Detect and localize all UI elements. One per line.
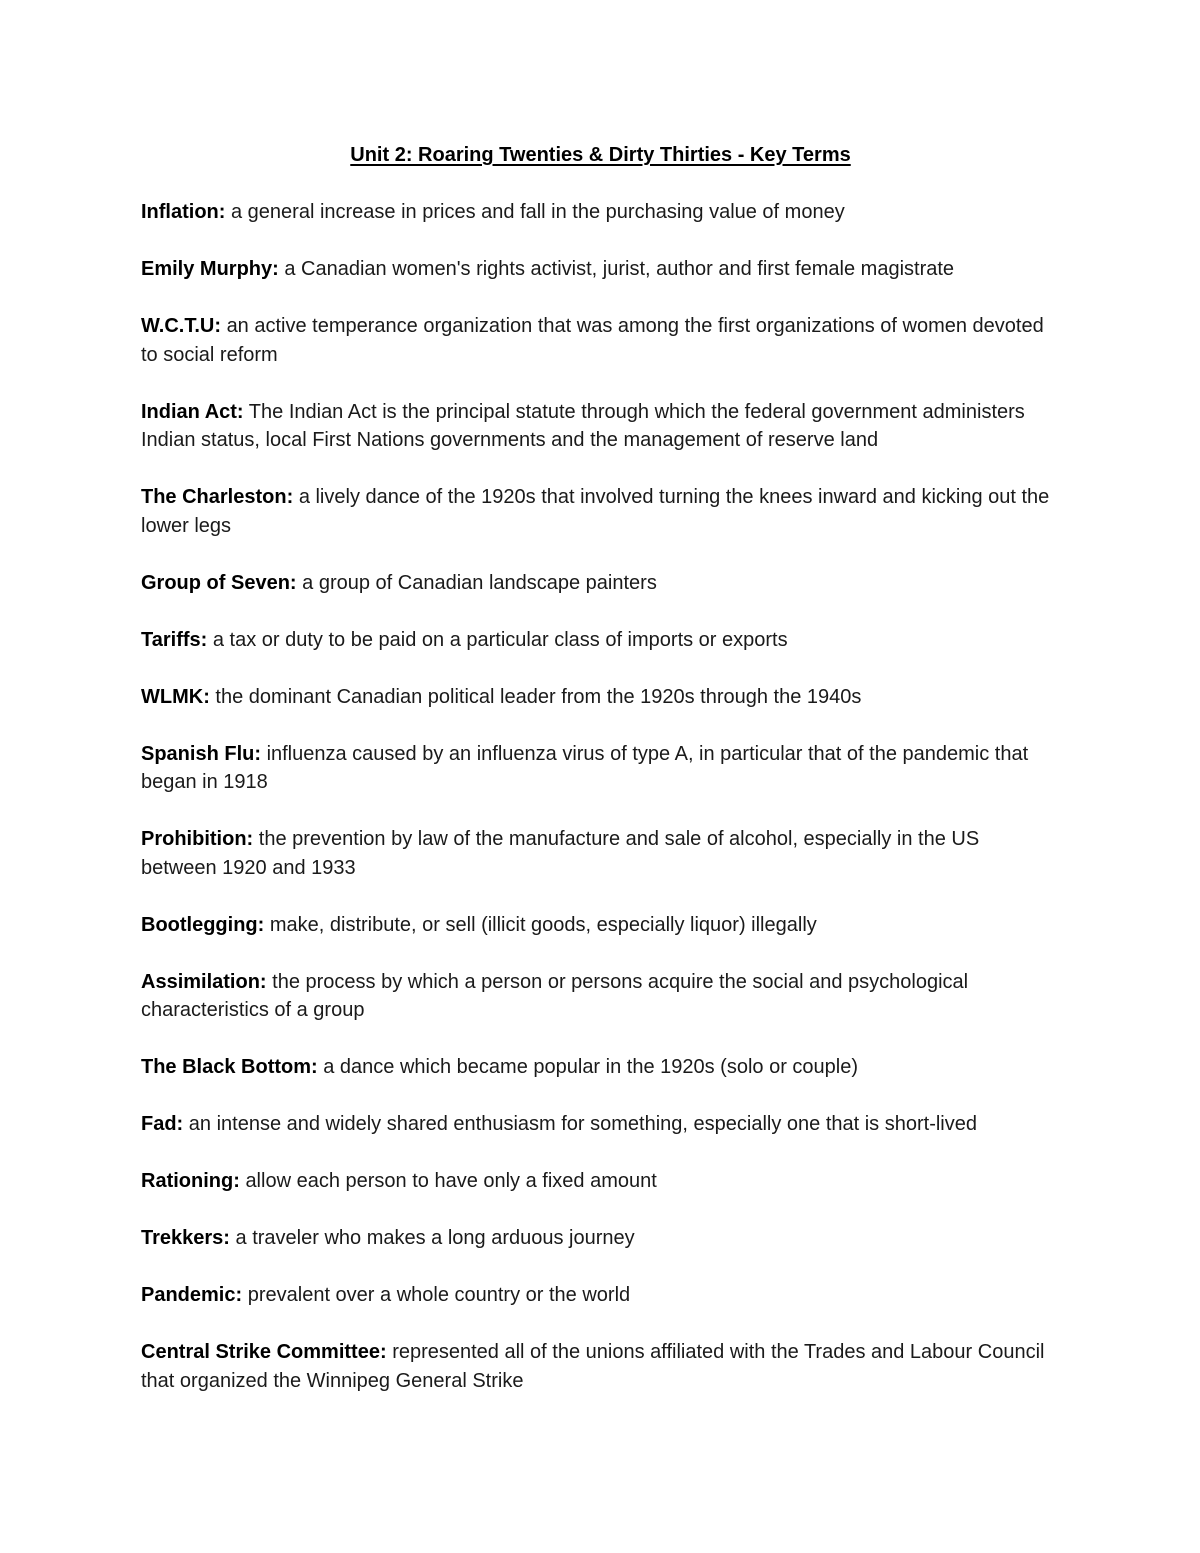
term-label: Indian Act: <box>141 400 244 423</box>
term-definition: an active temperance organization that was among the first organizations of women devoted to social reform <box>141 315 1044 366</box>
term-definition: make, distribute, or sell (illicit goods, especially liquor) illegally <box>269 913 817 936</box>
term-label: WLMK: <box>141 685 210 708</box>
term-definition: influenza caused by an influenza virus of type A, in particular that of the pandemic that began in 1918 <box>141 742 1029 793</box>
term-indian-act <box>141 398 1060 455</box>
term-label: Assimilation: <box>141 970 267 993</box>
term-definition: an intense and widely shared enthusiasm for something, especially one that is short-lived <box>188 1113 977 1135</box>
term-the-black-bottom <box>141 1053 1060 1082</box>
term-label: Inflation: <box>141 201 226 223</box>
term-pandemic <box>141 1281 1060 1310</box>
term-label: Trekkers: <box>141 1227 230 1249</box>
term-definition: a lively dance of the 1920s that involved turning the knees inward and kicking out the lower legs <box>141 486 1050 537</box>
key-terms-list <box>141 198 1060 1395</box>
term-definition: a dance which became popular in the 1920s (solo or couple) <box>323 1056 859 1078</box>
term-label: Bootlegging: <box>141 913 265 936</box>
term-definition: the process by which a person or persons acquire the social and psychological characteristics of a group <box>141 970 969 1021</box>
term-label: Fad: <box>141 1113 184 1135</box>
term-the-charleston <box>141 483 1060 540</box>
term-bootlegging <box>141 911 1060 940</box>
term-rationing <box>141 1167 1060 1196</box>
term-central-strike-committee <box>141 1338 1060 1395</box>
term-trekkers <box>141 1224 1060 1253</box>
term-definition: allow each person to have only a fixed amount <box>245 1170 657 1192</box>
term-label: Tariffs: <box>141 628 208 651</box>
term-label: Rationing: <box>141 1170 240 1192</box>
term-fad <box>141 1110 1060 1139</box>
term-definition: prevalent over a whole country or the world <box>247 1284 631 1306</box>
term-label: Pandemic: <box>141 1284 243 1306</box>
term-prohibition <box>141 825 1060 882</box>
term-definition: The Indian Act is the principal statute through which the federal government administers Indian status, local First Nations governments and the management of reserve land <box>141 400 1025 451</box>
term-label: Group of Seven: <box>141 571 297 594</box>
term-spanish-flu <box>141 740 1060 797</box>
term-label: The Black Bottom: <box>141 1056 318 1078</box>
term-definition: the dominant Canadian political leader from the 1920s through the 1940s <box>215 685 862 708</box>
term-definition: a general increase in prices and fall in the purchasing value of money <box>231 201 845 223</box>
term-definition: a traveler who makes a long arduous journey <box>235 1227 635 1249</box>
term-label: W.C.T.U: <box>141 315 221 337</box>
term-group-of-seven <box>141 569 1060 598</box>
term-inflation <box>141 198 1060 227</box>
term-tariffs <box>141 626 1060 655</box>
term-wctu <box>141 312 1060 369</box>
term-definition: the prevention by law of the manufacture and sale of alcohol, especially in the US between 1920 and 1933 <box>141 828 980 879</box>
term-assimilation <box>141 968 1060 1025</box>
term-emily-murphy <box>141 255 1060 284</box>
term-definition: a Canadian women's rights activist, jurist, author and first female magistrate <box>284 258 955 280</box>
page-title: Unit 2: Roaring Twenties & Dirty Thirties - Key Terms <box>350 144 851 166</box>
term-label: Prohibition: <box>141 828 254 850</box>
term-definition: represented all of the unions affiliated with the Trades and Labour Council that organized the Winnipeg General Strike <box>141 1341 1045 1392</box>
term-wlmk <box>141 683 1060 712</box>
term-label: The Charleston: <box>141 486 294 508</box>
term-definition: a group of Canadian landscape painters <box>302 571 657 594</box>
term-label: Emily Murphy: <box>141 258 279 280</box>
term-label: Spanish Flu: <box>141 742 261 765</box>
term-definition: a tax or duty to be paid on a particular class of imports or exports <box>212 628 788 651</box>
term-label: Central Strike Committee: <box>141 1341 387 1363</box>
